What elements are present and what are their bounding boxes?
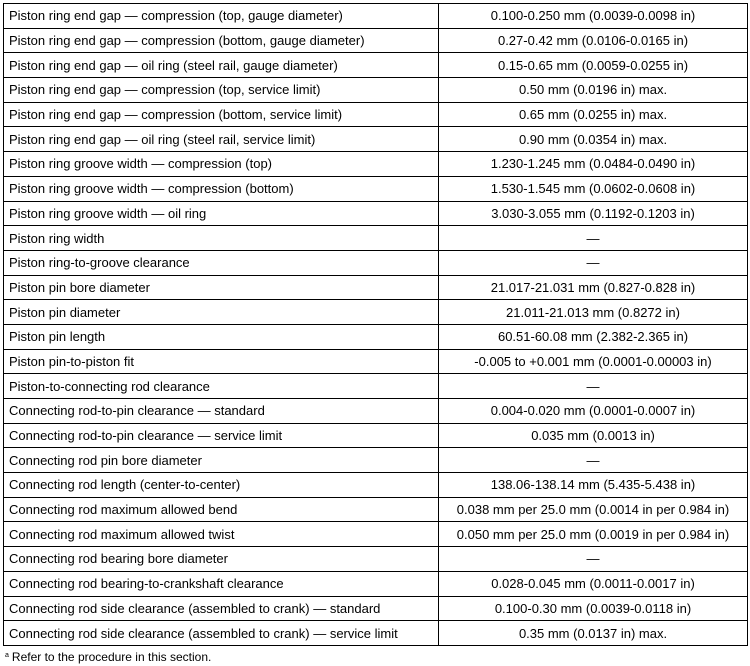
parameter-cell: Piston ring end gap — compression (bottom, gauge diameter) (4, 28, 439, 53)
table-row (4, 28, 748, 53)
parameter-cell: Piston ring groove width — oil ring (4, 201, 439, 226)
value-cell: 0.004-0.020 mm (0.0001-0.0007 in) (439, 399, 748, 424)
table-row (4, 547, 748, 572)
value-cell: — (439, 547, 748, 572)
table-row (4, 473, 748, 498)
parameter-cell: Piston pin length (4, 324, 439, 349)
table-row (4, 250, 748, 275)
value-cell: 138.06-138.14 mm (5.435-5.438 in) (439, 473, 748, 498)
footnote-text: Refer to the procedure in this section. (11, 650, 212, 664)
parameter-cell: Piston pin-to-piston fit (4, 349, 439, 374)
value-cell: 0.90 mm (0.0354 in) max. (439, 127, 748, 152)
value-cell: 0.27-0.42 mm (0.0106-0.0165 in) (439, 28, 748, 53)
table-row (4, 102, 748, 127)
parameter-cell: Connecting rod-to-pin clearance — service limit (4, 423, 439, 448)
value-cell: 0.35 mm (0.0137 in) max. (439, 621, 748, 646)
value-cell: 0.100-0.30 mm (0.0039-0.0118 in) (439, 596, 748, 621)
table-row (4, 596, 748, 621)
table-row (4, 349, 748, 374)
parameter-cell: Piston ring end gap — compression (top, service limit) (4, 78, 439, 103)
table-row (4, 324, 748, 349)
parameter-cell: Piston ring groove width — compression (bottom) (4, 176, 439, 201)
footnote (5, 650, 211, 664)
table-row (4, 176, 748, 201)
parameter-cell: Connecting rod pin bore diameter (4, 448, 439, 473)
value-cell: — (439, 250, 748, 275)
value-cell: 1.230-1.245 mm (0.0484-0.0490 in) (439, 152, 748, 177)
parameter-cell: Piston-to-connecting rod clearance (4, 374, 439, 399)
table-row (4, 201, 748, 226)
value-cell: 0.050 mm per 25.0 mm (0.0019 in per 0.984 in) (439, 522, 748, 547)
table-row (4, 275, 748, 300)
value-cell: 0.035 mm (0.0013 in) (439, 423, 748, 448)
table-row (4, 571, 748, 596)
table-row (4, 127, 748, 152)
table-row (4, 522, 748, 547)
value-cell: — (439, 374, 748, 399)
specification-table-body (4, 4, 748, 646)
parameter-cell: Piston ring-to-groove clearance (4, 250, 439, 275)
value-cell: 3.030-3.055 mm (0.1192-0.1203 in) (439, 201, 748, 226)
parameter-cell: Piston ring groove width — compression (top) (4, 152, 439, 177)
parameter-cell: Connecting rod side clearance (assembled to crank) — service limit (4, 621, 439, 646)
specification-table (3, 3, 748, 646)
value-cell: 0.028-0.045 mm (0.0011-0.0017 in) (439, 571, 748, 596)
table-row (4, 399, 748, 424)
value-cell: 0.100-0.250 mm (0.0039-0.0098 in) (439, 4, 748, 29)
value-cell: 0.15-0.65 mm (0.0059-0.0255 in) (439, 53, 748, 78)
table-row (4, 4, 748, 29)
table-row (4, 448, 748, 473)
value-cell: -0.005 to +0.001 mm (0.0001-0.00003 in) (439, 349, 748, 374)
value-cell: 21.011-21.013 mm (0.8272 in) (439, 300, 748, 325)
value-cell: 0.50 mm (0.0196 in) max. (439, 78, 748, 103)
table-row (4, 78, 748, 103)
parameter-cell: Piston pin diameter (4, 300, 439, 325)
parameter-cell: Piston ring end gap — compression (top, gauge diameter) (4, 4, 439, 29)
table-row (4, 152, 748, 177)
parameter-cell: Connecting rod side clearance (assembled to crank) — standard (4, 596, 439, 621)
parameter-cell: Piston ring width (4, 226, 439, 251)
parameter-cell: Connecting rod maximum allowed bend (4, 497, 439, 522)
table-row (4, 423, 748, 448)
value-cell: 21.017-21.031 mm (0.827-0.828 in) (439, 275, 748, 300)
parameter-cell: Piston pin bore diameter (4, 275, 439, 300)
table-row (4, 621, 748, 646)
value-cell: 0.038 mm per 25.0 mm (0.0014 in per 0.984 in) (439, 497, 748, 522)
parameter-cell: Piston ring end gap — oil ring (steel rail, service limit) (4, 127, 439, 152)
footnote-marker: a (5, 652, 9, 659)
parameter-cell: Connecting rod maximum allowed twist (4, 522, 439, 547)
parameter-cell: Connecting rod-to-pin clearance — standard (4, 399, 439, 424)
table-row (4, 226, 748, 251)
value-cell: — (439, 448, 748, 473)
table-row (4, 300, 748, 325)
parameter-cell: Piston ring end gap — oil ring (steel rail, gauge diameter) (4, 53, 439, 78)
parameter-cell: Connecting rod bearing-to-crankshaft clearance (4, 571, 439, 596)
parameter-cell: Piston ring end gap — compression (bottom, service limit) (4, 102, 439, 127)
table-row (4, 497, 748, 522)
parameter-cell: Connecting rod length (center-to-center) (4, 473, 439, 498)
value-cell: 0.65 mm (0.0255 in) max. (439, 102, 748, 127)
value-cell: 1.530-1.545 mm (0.0602-0.0608 in) (439, 176, 748, 201)
value-cell: — (439, 226, 748, 251)
parameter-cell: Connecting rod bearing bore diameter (4, 547, 439, 572)
value-cell: 60.51-60.08 mm (2.382-2.365 in) (439, 324, 748, 349)
table-row (4, 374, 748, 399)
table-row (4, 53, 748, 78)
